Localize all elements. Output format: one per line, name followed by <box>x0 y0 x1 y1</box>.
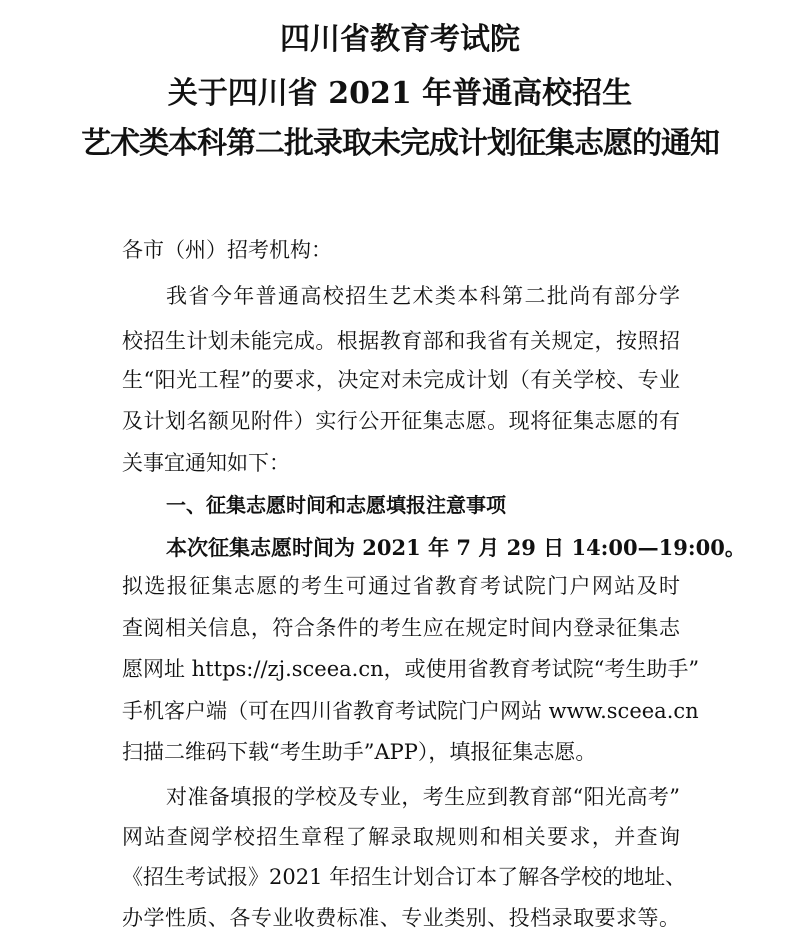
intro-line: 我省今年普通高校招生艺术类本科第二批尚有部分学 <box>166 284 680 308</box>
paragraph-line: 查阅相关信息，符合条件的考生应在规定时间内登录征集志 <box>122 616 680 640</box>
paragraph-line: 手机客户端（可在四川省教育考试院门户网站 www.sceea.cn <box>122 699 699 723</box>
paragraph-line: 办学性质、各专业收费标准、专业类别、投档录取要求等。 <box>122 906 680 930</box>
intro-line: 及计划名额见附件）实行公开征集志愿。现将征集志愿的有 <box>122 409 680 433</box>
paragraph-line: 扫描二维码下载“考生助手”APP），填报征集志愿。 <box>122 740 597 764</box>
title-line-3: 艺术类本科第二批录取未完成计划征集志愿的通知 <box>81 126 719 161</box>
intro-line: 关事宜通知如下： <box>122 451 290 475</box>
paragraph-line: 《招生考试报》2021 年招生计划合订本了解各学校的地址、 <box>122 865 687 889</box>
section-heading: 一、征集志愿时间和志愿填报注意事项 <box>166 493 506 517</box>
intro-line: 生“阳光工程”的要求，决定对未完成计划（有关学校、专业 <box>122 368 680 392</box>
title-line-2: 关于四川省 2021 年普通高校招生 <box>167 76 633 111</box>
salutation: 各市（州）招考机构： <box>122 238 332 262</box>
paragraph-line: 网站查阅学校招生章程了解录取规则和相关要求，并查询 <box>122 825 680 849</box>
time-line: 本次征集志愿时间为 2021 年 7 月 29 日 14:00—19:00。 <box>166 535 746 560</box>
title-line-1: 四川省教育考试院 <box>280 22 520 57</box>
paragraph-line: 对准备填报的学校及专业，考生应到教育部“阳光高考” <box>166 785 680 809</box>
paragraph-line: 拟选报征集志愿的考生可通过省教育考试院门户网站及时 <box>122 574 680 598</box>
intro-line: 校招生计划未能完成。根据教育部和我省有关规定，按照招 <box>122 329 680 353</box>
paragraph-line: 愿网址 https://zj.sceea.cn，或使用省教育考试院“考生助手” <box>122 657 700 681</box>
